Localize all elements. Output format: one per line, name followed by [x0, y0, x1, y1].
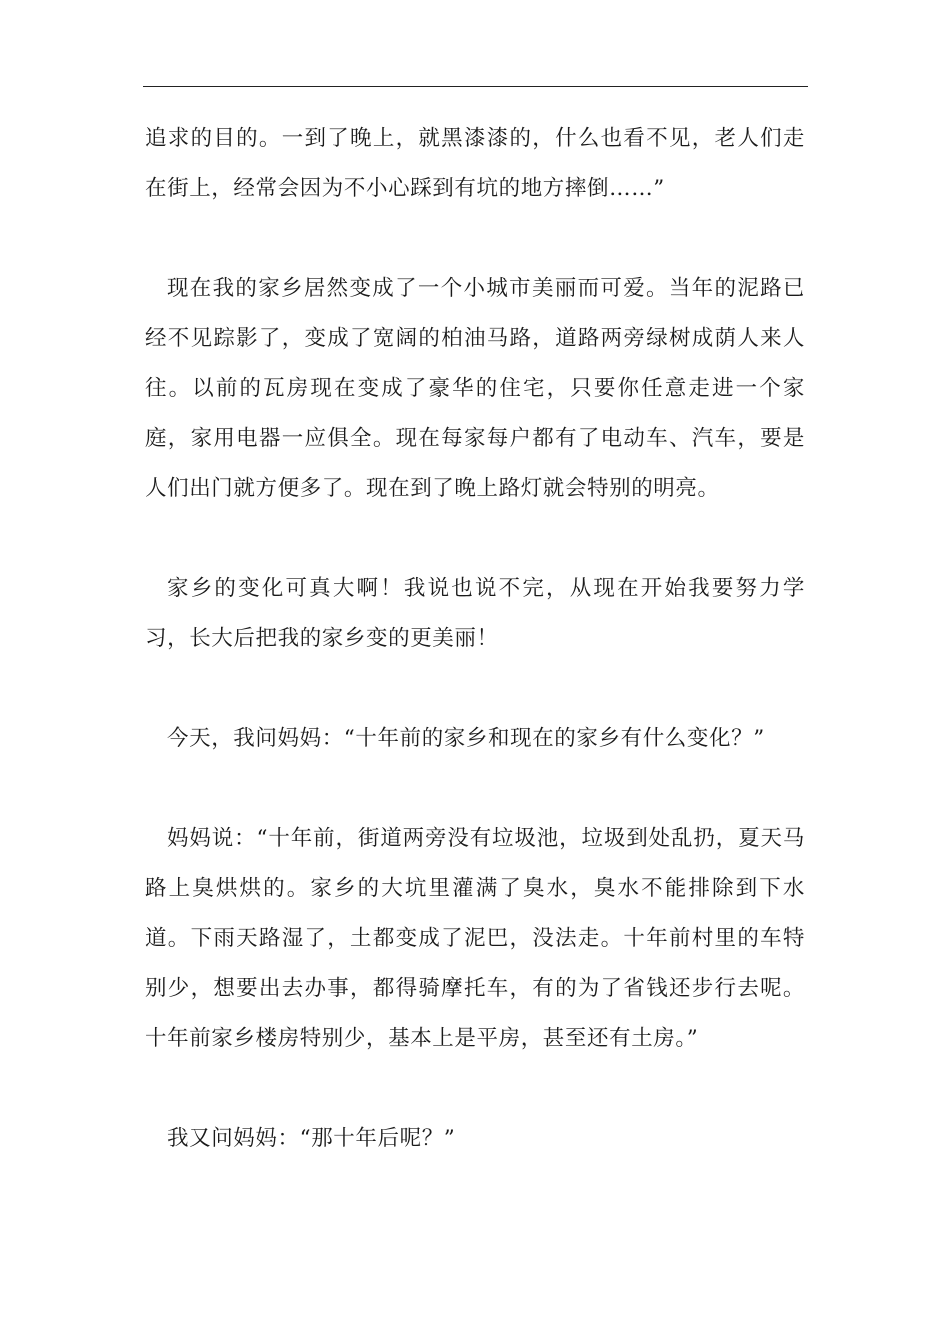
- paragraph-gap: [145, 514, 805, 564]
- paragraph-hometown-now: 现在我的家乡居然变成了一个小城市美丽而可爱。当年的泥路已经不见踪影了，变成了宽阔的柏油马路，道路两旁绿树成荫人来人往。以前的瓦房现在变成了豪华的住宅，只要你任意走进一个家庭，家用电器一应俱全。现在每家每户都有了电动车、汽车，要是人们出门就方便多了。现在到了晚上路灯就会特别的明亮。: [145, 276, 805, 501]
- paragraph-gap: [145, 764, 805, 814]
- paragraph-gap: [145, 214, 805, 264]
- header-rule: [143, 86, 808, 87]
- paragraph-mom-answer: 妈妈说：“十年前，街道两旁没有垃圾池，垃圾到处乱扔，夏天马路上臭烘烘的。家乡的大坑里灌满了臭水，臭水不能排除到下水道。下雨天路湿了，土都变成了泥巴，没法走。十年前村里的车特别少，想要出去办事，都得骑摩托车，有的为了省钱还步行去呢。十年前家乡楼房特别少，基本上是平房，甚至还有土房。”: [145, 826, 805, 1051]
- paragraph-hometown-change: 家乡的变化可真大啊！我说也说不完，从现在开始我要努力学习，长大后把我的家乡变的更美丽！: [145, 576, 805, 651]
- paragraph-gap: [145, 664, 805, 714]
- paragraph-continuation: 追求的目的。一到了晚上，就黑漆漆的，什么也看不见，老人们走在街上，经常会因为不小心踩到有坑的地方摔倒……”: [145, 126, 805, 201]
- paragraph-question-mom: 今天，我问妈妈：“十年前的家乡和现在的家乡有什么变化？”: [167, 726, 765, 751]
- paragraph-gap: [145, 1064, 805, 1114]
- paragraph-question-future: 我又问妈妈：“那十年后呢？”: [167, 1126, 456, 1151]
- document-body: [145, 114, 805, 1164]
